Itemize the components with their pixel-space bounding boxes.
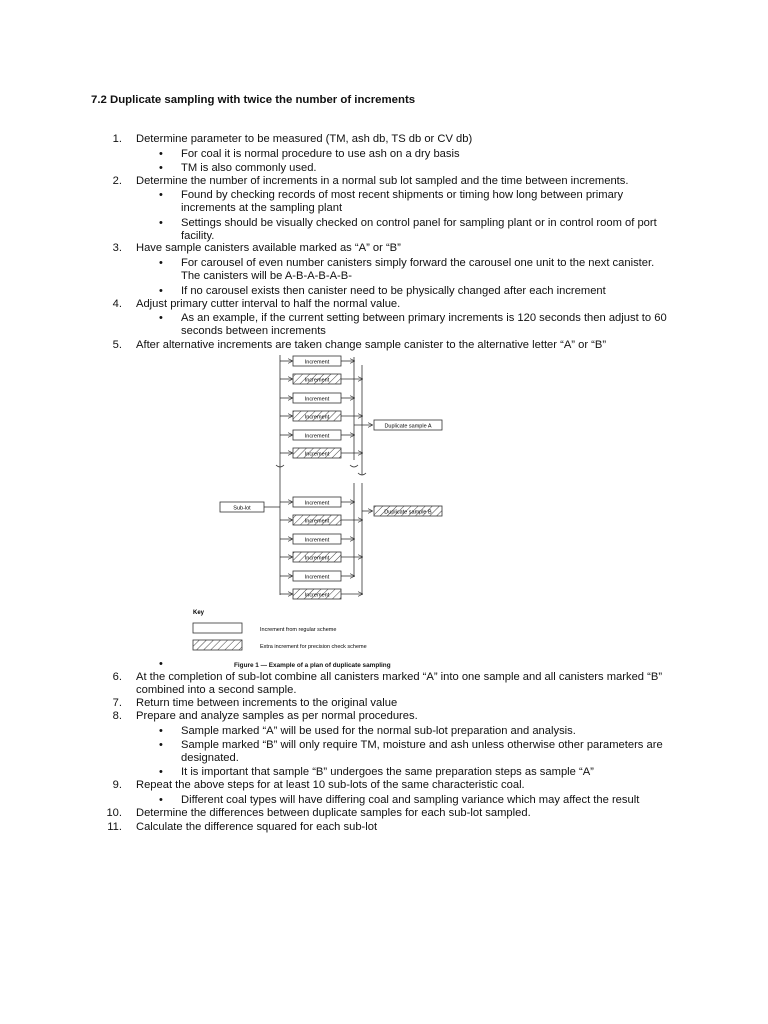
svg-text:Increment: Increment (304, 433, 330, 440)
duplicate-sample-a-label: Duplicate sample A (384, 423, 432, 430)
step-3-text: Have sample canisters available marked as “A” or “B” (136, 242, 401, 254)
step-8-bullet-2: Sample marked “B” will only require TM, moisture and ash unless otherwise other parameters are (181, 739, 663, 751)
increment-box-extra (280, 411, 362, 421)
step-6-text: At the completion of sub-lot combine all canisters marked “A” into one sample and all canisters marked “B” (136, 671, 663, 683)
increment-box-extra (280, 552, 362, 562)
step-2-bullet-2-cont: facility. (181, 230, 215, 242)
step-3-number: 3. (112, 242, 122, 254)
bullet-icon: • (159, 725, 163, 737)
step-1-bullet-2: TM is also commonly used. (181, 162, 317, 174)
step-8-bullet-2-cont: designated. (181, 752, 239, 764)
step-5-text: After alternative increments are taken change sample canister to the alternative letter “A” or “B” (136, 339, 607, 351)
increment-box-regular (280, 497, 354, 507)
svg-text:Increment: Increment (304, 377, 330, 384)
svg-text:Increment: Increment (304, 518, 330, 525)
duplicate-sample-b-label: Duplicate sample B (384, 509, 432, 516)
svg-text:Increment: Increment (304, 396, 330, 403)
step-6-text-cont: combined into a second sample. (136, 684, 297, 696)
step-4-number: 4. (112, 298, 122, 310)
step-7-number: 7. (112, 697, 122, 709)
step-11-number: 11. (107, 821, 122, 833)
bullet-icon: • (159, 162, 163, 174)
svg-text:Increment: Increment (304, 555, 330, 562)
sublot-label: Sub-lot (233, 505, 251, 512)
increment-box-extra (280, 589, 362, 599)
step-3-bullet-1-cont: The canisters will be A-B-A-B-A-B- (181, 270, 352, 282)
increment-box-regular (280, 534, 354, 544)
bullet-icon: • (159, 257, 163, 269)
step-2-bullet-1-cont: increments at the sampling plant (181, 202, 343, 214)
bullet-icon: • (159, 766, 163, 778)
step-8-bullet-1: Sample marked “A” will be used for the normal sub-lot preparation and analysis. (181, 725, 576, 737)
step-5-number: 5. (112, 339, 122, 351)
increment-box-extra (280, 515, 362, 525)
svg-text:Increment: Increment (304, 574, 330, 581)
step-4-bullet-1: As an example, if the current setting between primary increments is 120 seconds then adjust to 60 (181, 312, 667, 324)
increment-box-regular (280, 430, 354, 440)
bullet-icon: • (159, 794, 163, 806)
bullet-icon: • (159, 148, 163, 160)
step-2-bullet-1: Found by checking records of most recent shipments or timing how long between primary (181, 189, 624, 201)
step-7-text: Return time between increments to the original value (136, 697, 398, 709)
bullet-icon: • (159, 658, 163, 670)
step-3-bullet-2: If no carousel exists then canister need to be physically changed after each increment (181, 285, 606, 297)
step-4-text: Adjust primary cutter interval to half the normal value. (136, 298, 401, 310)
step-6-number: 6. (112, 671, 122, 683)
svg-text:Increment: Increment (304, 359, 330, 366)
svg-text:Increment: Increment (304, 414, 330, 421)
step-2-text: Determine the number of increments in a normal sub lot sampled and the time between increments. (136, 175, 629, 187)
increment-box-regular (280, 393, 354, 403)
step-8-bullet-3: It is important that sample “B” undergoes the same preparation steps as sample “A” (181, 766, 594, 778)
step-8-number: 8. (112, 710, 122, 722)
step-1-bullet-1: For coal it is normal procedure to use ash on a dry basis (181, 148, 460, 160)
svg-text:Increment: Increment (304, 500, 330, 507)
step-9-text: Repeat the above steps for at least 10 sub-lots of the same characteristic coal. (136, 779, 525, 791)
key-extra-label: Extra increment for precision check scheme (260, 644, 367, 650)
step-2-bullet-2: Settings should be visually checked on control panel for sampling plant or in control room of port (181, 217, 657, 229)
key-regular-swatch (193, 623, 242, 633)
duplicate-sampling-figure (180, 355, 450, 675)
step-10-text: Determine the differences between duplicate samples for each sub-lot sampled. (136, 807, 531, 819)
step-4-bullet-1-cont: seconds between increments (181, 325, 326, 337)
bullet-icon: • (159, 189, 163, 201)
section-heading: 7.2 Duplicate sampling with twice the number of increments (91, 94, 416, 106)
increment-box-extra (280, 374, 362, 384)
step-1-number: 1. (112, 133, 122, 145)
step-3-bullet-1: For carousel of even number canisters simply forward the carousel one unit to the next canister. (181, 257, 655, 269)
step-2-number: 2. (112, 175, 122, 187)
step-8-text: Prepare and analyze samples as per normal procedures. (136, 710, 418, 722)
bullet-icon: • (159, 285, 163, 297)
bullet-icon: • (159, 312, 163, 324)
svg-text:Increment: Increment (304, 537, 330, 544)
increment-box-regular (280, 356, 354, 366)
key-regular-label: Increment from regular scheme (260, 627, 337, 633)
increment-box-extra (280, 448, 362, 458)
svg-text:Increment: Increment (304, 592, 330, 599)
key-title: Key (193, 610, 205, 616)
step-1-text: Determine parameter to be measured (TM, ash db, TS db or CV db) (136, 133, 473, 145)
step-11-text: Calculate the difference squared for each sub-lot (136, 821, 378, 833)
step-10-number: 10. (106, 807, 122, 819)
increment-box-regular (280, 571, 354, 581)
figure-caption: Figure 1 — Example of a plan of duplicate sampling (234, 662, 391, 669)
bullet-icon: • (159, 739, 163, 751)
key-extra-swatch (193, 640, 242, 650)
step-9-number: 9. (112, 779, 122, 791)
figure-diagram (180, 355, 450, 660)
svg-text:Increment: Increment (304, 451, 330, 458)
bullet-icon: • (159, 217, 163, 229)
step-9-bullet-1: Different coal types will have differing coal and sampling variance which may affect the result (181, 794, 640, 806)
